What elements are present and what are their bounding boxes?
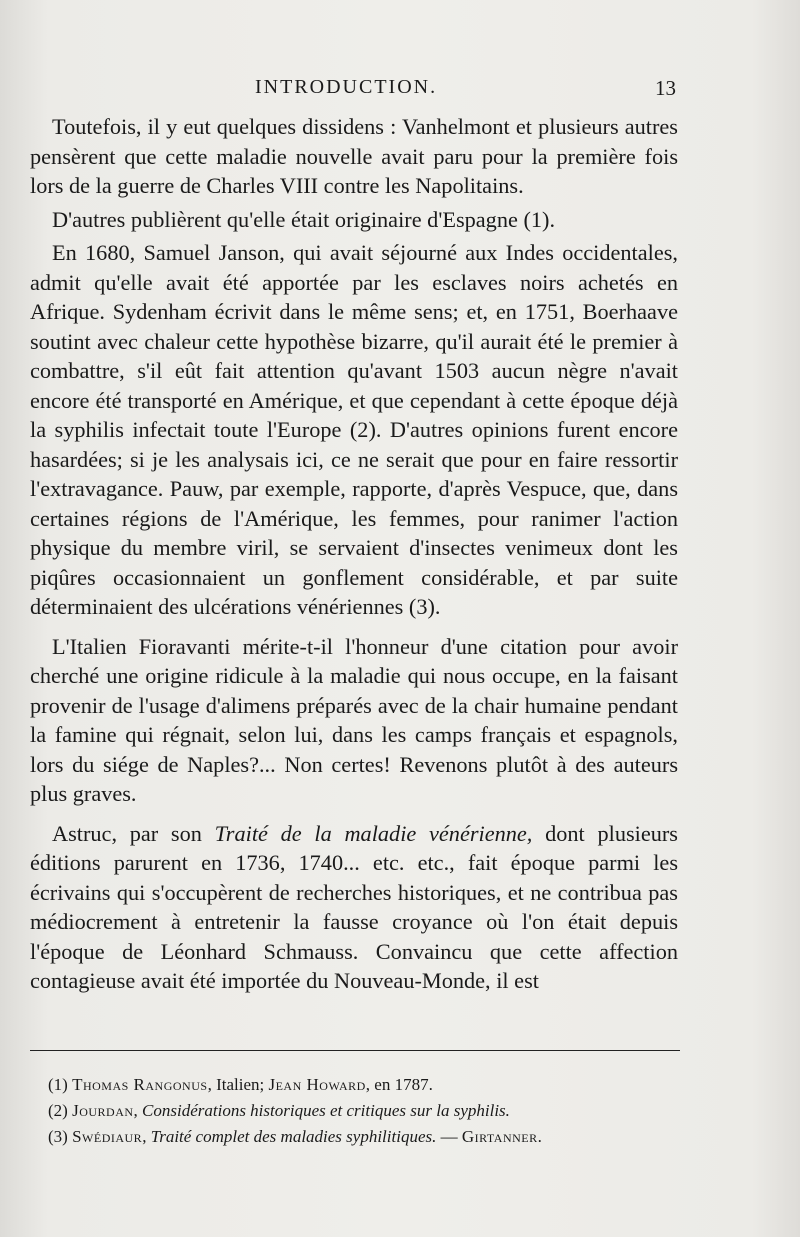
footnote-3: [48, 1124, 678, 1150]
paragraph-janson: En 1680, Samuel Janson, qui avait séjourné aux Indes occidentales, admit qu'elle avait été apportée par les esclaves noirs achetés en Afrique. Sydenham écrivit dans le même sens; et, en 1751, Boerhaave soutint avec chaleur cette hypothèse bizarre, qu'il aurait été le premier à combattre, s'il eût fait attention qu'avant 1503 aucun nègre n'avait encore été transporté en Amérique, et que cependant à cette époque déjà la syphilis infectait toute l'Europe (2). D'autres opinions furent encore hasardées; si je les analysais ici, ce ne serait que pour en faire ressortir l'extravagance. Pauw, par exemple, rapporte, d'après Vespuce, que, dans certaines régions de l'Amérique, les femmes, pour ranimer l'action physique du membre viril, se servaient d'insectes venimeux dont les piqûres occasionnaient un gonflement considérable, et par suite déterminaient des ulcérations vénériennes (3).: [30, 240, 678, 619]
paragraph-espagne: D'autres publièrent qu'elle était originaire d'Espagne (1).: [52, 206, 556, 232]
footnote-marker: (2): [48, 1101, 68, 1120]
footnote-text: ,: [142, 1127, 151, 1146]
page-number: 13: [655, 76, 676, 100]
footnote-divider: [30, 1050, 680, 1051]
astruc-book-title: Traité de la maladie vénérienne,: [214, 820, 533, 846]
paragraph-fioravanti: L'Italien Fioravanti mérite-t-il l'honneur d'une citation pour avoir cherché une origine ridicule à la maladie qui nous occupe, en la faisant provenir de l'usage d'alimens préparés avec de la chair humaine pendant la famine qui régnait, selon lui, dans les camps français et espagnols, lors du siége de Naples?... Non certes! Revenons plutôt à des auteurs plus graves.: [30, 633, 678, 806]
paragraph-astruc: [30, 819, 678, 996]
footnote-text: —: [436, 1127, 462, 1146]
astruc-text-after: dont plusieurs éditions parurent en 1736, 1740... etc. etc., fait époque parmi les écrivains qui s'occupèrent de recherches historiques, et ne contribua pas médiocrement à entretenir la fausse croyance où l'on était depuis l'époque de Léonhard Schmauss. Convaincu que cette affection contagieuse avait été importée du Nouveau-Monde, il est: [30, 820, 678, 993]
footnote-author: Thomas Rangonus: [72, 1075, 208, 1094]
footnote-marker: (1): [48, 1075, 68, 1094]
page-header: [0, 72, 800, 106]
body-text: [30, 112, 678, 1000]
footnote-author: Girtanner.: [461, 1127, 543, 1146]
footnote-author: Swédiaur: [72, 1127, 143, 1146]
footnote-2: [48, 1098, 678, 1124]
footnote-text: , Italien;: [207, 1075, 269, 1094]
footnote-marker: (3): [48, 1127, 68, 1146]
footnote-title: Considérations historiques et critiques sur la syphilis.: [142, 1101, 510, 1120]
footnote-title: Traité complet des maladies syphilitiques.: [150, 1127, 437, 1146]
footnote-author: Jourdan: [72, 1101, 134, 1120]
footnote-text: ,: [133, 1101, 143, 1120]
footnotes: [48, 1072, 678, 1150]
astruc-text-before: Astruc, par son: [52, 820, 215, 846]
paragraph-dissidens: Toutefois, il y eut quelques dissidens : Vanhelmont et plusieurs autres pensèrent que cette maladie nouvelle avait paru pour la première fois lors de la guerre de Charles VIII contre les Napolitains.: [30, 114, 678, 198]
footnote-1: [48, 1072, 678, 1098]
running-title: INTRODUCTION.: [255, 76, 438, 98]
footnote-text: , en 1787.: [365, 1075, 433, 1094]
footnote-author: Jean Howard: [268, 1075, 366, 1094]
